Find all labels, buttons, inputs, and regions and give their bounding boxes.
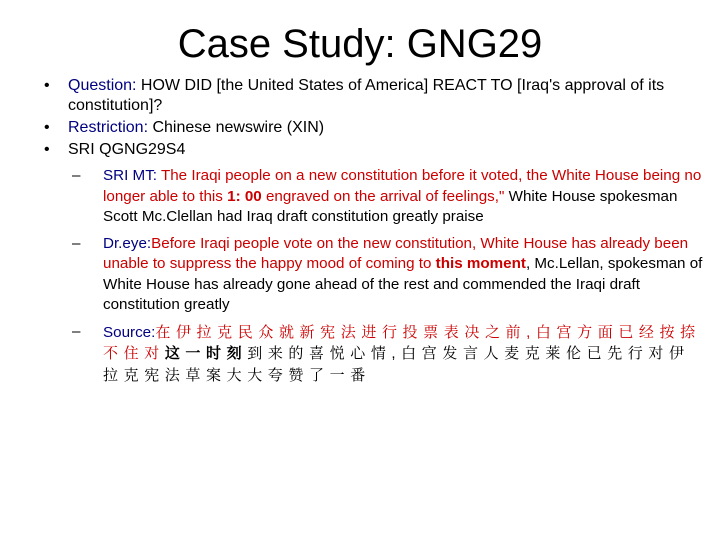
sri-mt-label: SRI MT: <box>103 167 158 184</box>
dr-eye-label: Dr.eye: <box>103 234 152 252</box>
dr-eye-text-2: , Mc.Lellan, spokesman of White House has already gone ahead of the rest and commended the Iraqi draft constitution greatly <box>103 255 703 313</box>
sub-bullet-source <box>72 322 707 387</box>
bullet-question <box>44 76 694 116</box>
dr-eye-text-1: Before Iraqi people vote on the new constitution, White House has already been unable to suppress the happy mood of coming to <box>103 234 689 272</box>
dr-eye-bold: this moment <box>435 255 526 272</box>
bullet-marker: • <box>44 77 50 94</box>
bullet-sri <box>44 140 694 160</box>
bullet-list <box>44 76 703 386</box>
dash-marker: – <box>72 234 81 252</box>
question-text: HOW DID [the United States of America] REACT TO [Iraq's approval of its constitution]? <box>68 77 665 114</box>
bullet-restriction <box>44 118 694 138</box>
sri-mt-text-2: engraved on the arrival of feelings," <box>261 187 505 205</box>
source-label: Source: <box>103 323 156 341</box>
source-bold: 这一时刻 <box>164 345 248 362</box>
source-text-1: 在伊拉克民众就新宪法进行投票表决之前,白宫方面已经按捺不住对 <box>103 323 701 362</box>
restriction-label: Restriction: <box>68 119 149 136</box>
dash-marker: – <box>72 322 81 340</box>
restriction-text: Chinese newswire (XIN) <box>148 119 325 136</box>
question-label: Question: <box>68 77 137 94</box>
sub-bullet-dr-eye <box>72 234 707 316</box>
slide-title: Case Study: GNG29 <box>177 22 543 66</box>
dash-marker: – <box>72 167 81 184</box>
sub-bullet-sri-mt <box>72 166 707 228</box>
bullet-marker: • <box>44 141 50 158</box>
bullet-marker: • <box>44 119 50 136</box>
sri-text: SRI QGNG29S4 <box>68 141 186 158</box>
sri-mt-text-1: The Iraqi people on a new constitution before it voted, the White House being no longer able to this <box>103 167 702 205</box>
sri-mt-bold: 1: 00 <box>227 187 262 205</box>
sri-mt-text-3: White House spokesman Scott Mc.Clellan had Iraq draft constitution greatly praise <box>103 187 678 225</box>
source-text-2: 到来的喜悦心情,白宫发言人麦克莱伦已先行对伊拉克宪法草案大大夸赞了一番 <box>103 345 690 384</box>
